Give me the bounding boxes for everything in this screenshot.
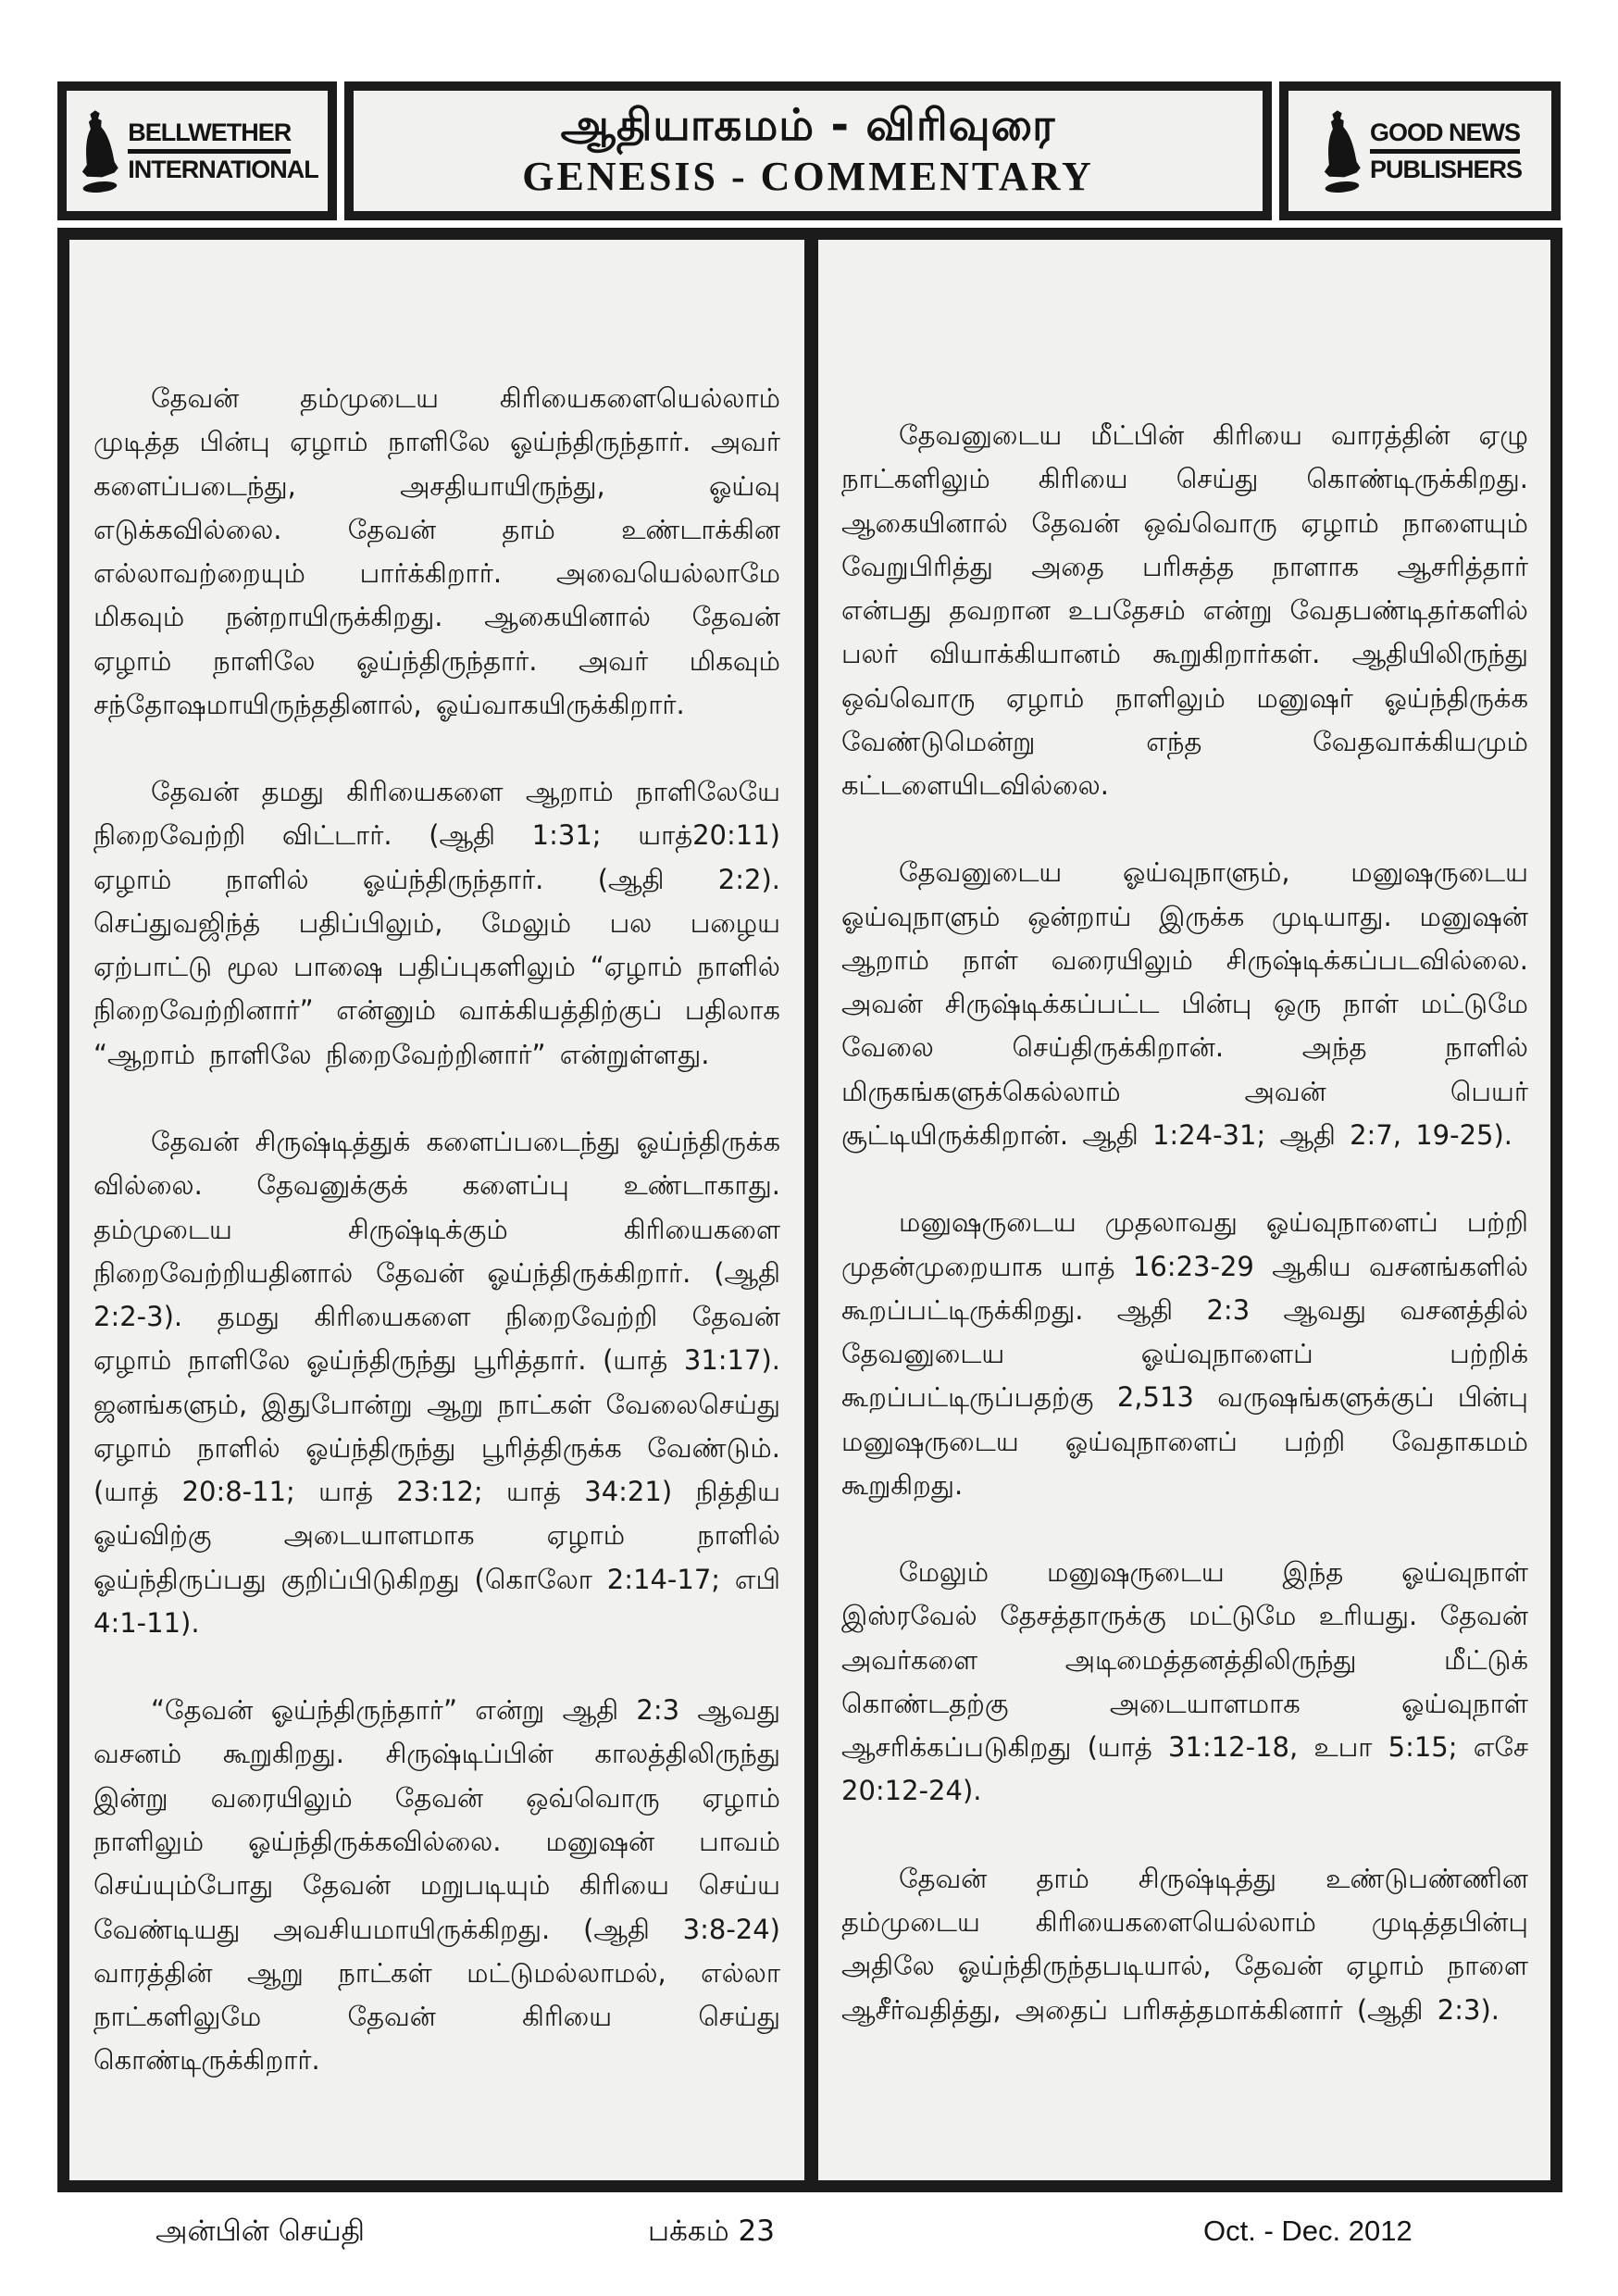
paragraph: தேவன் தம்முடைய கிரியைகளையெல்லாம் முடித்த பின்பு ஏழாம் நாளிலே ஓய்ந்திருந்தார். அவர் களைப்படைந்து, அசதியாயிருந்து, ஓய்வு எடுக்கவில்லை. தேவன் தாம் உண்டாக்கின எல்லாவற்றையும் பார்க்கிறார். அவையெல்லாமே மிகவும் நன்றாயிருக்கிறது. ஆகையினால் தேவன் ஏழாம் நாளிலே ஓய்ந்திருந்தார். அவர் மிகவும் சந்தோஷமாயிருந்ததினால், ஓய்வாகயிருக்கிறார். [93, 382, 780, 720]
goodnews-logo-box [1279, 81, 1561, 220]
goodnews-logo [1318, 108, 1522, 193]
page-number: பக்கம் 23 [648, 2215, 775, 2248]
english-title: GENESIS - COMMENTARY [522, 153, 1094, 199]
bellwether-logo-text [128, 119, 317, 182]
tamil-title: ஆதியாகமம் - விரிவுரை [560, 99, 1056, 151]
paragraph: தேவன் தாம் சிருஷ்டித்து உண்டுபண்ணின தம்முடைய கிரியைகளையெல்லாம் முடித்தபின்பு அதிலே ஓய்ந்திருந்தபடியால், தேவன் ஏழாம் நாளை ஆசீர்வதித்து, அதைப் பரிசுத்தமாக்கினார் (ஆதி 2:3). [841, 1862, 1528, 2026]
paragraph: தேவனுடைய ஓய்வுநாளும், மனுஷருடைய ஓய்வுநாளும் ஒன்றாய் இருக்க முடியாது. மனுஷன் ஆறாம் நாள் வரையிலும் சிருஷ்டிக்கப்படவில்லை. அவன் சிருஷ்டிக்கப்பட்ட பின்பு ஒரு நாள் மட்டுமே வேலை செய்திருக்கிறான். அந்த நாளில் மிருகங்களுக்கெல்லாம் அவன் பெயர் சூட்டியிருக்கிறான். ஆதி 1:24-31; ஆதி 2:7, 19-25). [841, 856, 1528, 1151]
left-column [93, 377, 780, 2083]
paragraph: மனுஷருடைய முதலாவது ஓய்வுநாளைப் பற்றி முதன்முறையாக யாத் 16:23-29 ஆகிய வசனங்களில் கூறப்பட்டிருக்கிறது. ஆதி 2:3 ஆவது வசனத்தில் தேவனுடைய ஓய்வுநாளைப் பற்றிக் கூறப்பட்டிருப்பதற்கு 2,513 வருஷங்களுக்குப் பின்பு மனுஷருடைய ஓய்வுநாளைப் பற்றி வேதாகமம் கூறுகிறது. [841, 1206, 1528, 1501]
logo-line2: INTERNATIONAL [128, 155, 318, 183]
paragraph: மேலும் மனுஷருடைய இந்த ஓய்வுநாள் இஸ்ரவேல் தேசத்தாருக்கு மட்டுமே உரியது. தேவன் அவர்களை அடிமைத்தனத்திலிருந்து மீட்டுக் கொண்டதற்கு அடையாளமாக ஓய்வுநாள் ஆசரிக்கப்படுகிறது (யாத் 31:12-18, உபா 5:15; எசே 20:12-24). [841, 1556, 1528, 1807]
paragraph: தேவனுடைய மீட்பின் கிரியை வாரத்தின் ஏழு நாட்களிலும் கிரியை செய்து கொண்டிருக்கிறது. ஆகையினால் தேவன் ஒவ்வொரு ஏழாம் நாளையும் வேறுபிரித்து அதை பரிசுத்த நாளாக ஆசரித்தார் என்பது தவறான உபதேசம் என்று வேதபண்டிதர்களில் பலர் வியாக்கியானம் கூறுகிறார்கள். ஆதியிலிருந்து ஒவ்வொரு ஏழாம் நாளிலும் மனுஷர் ஓய்ந்திருக்க வேண்டுமென்று எந்த வேதவாக்கியமும் கட்டளையிடவில்லை. [841, 419, 1528, 802]
column-divider [804, 240, 818, 2180]
bell-icon [1313, 106, 1364, 195]
bellwether-logo-box [57, 81, 337, 220]
paragraph: “தேவன் ஓய்ந்திருந்தார்” என்று ஆதி 2:3 ஆவது வசனம் கூறுகிறது. சிருஷ்டிப்பின் காலத்திலிருந்து இன்று வரையிலும் தேவன் ஒவ்வொரு ஏழாம் நாளிலும் ஓய்ந்திருக்கவில்லை. மனுஷன் பாவம் செய்யும்போது தேவன் மறுபடியும் கிரியை செய்ய வேண்டியது அவசியமாயிருக்கிறது. (ஆதி 3:8-24) வாரத்தின் ஆறு நாட்கள் மட்டுமல்லாமல், எல்லா நாட்களிலுமே தேவன் கிரியை செய்து கொண்டிருக்கிறார். [93, 1694, 780, 2077]
article-frame [57, 228, 1562, 2192]
paragraph: தேவன் சிருஷ்டித்துக் களைப்படைந்து ஓய்ந்திருக்க வில்லை. தேவனுக்குக் களைப்பு உண்டாகாது. தம்முடைய சிருஷ்டிக்கும் கிரியைகளை நிறைவேற்றியதினால் தேவன் ஓய்ந்திருக்கிறார். (ஆதி 2:2-3). தமது கிரியைகளை நிறைவேற்றி தேவன் ஏழாம் நாளிலே ஓய்ந்திருந்து பூரித்தார். (யாத் 31:17). ஜனங்களும், இதுபோன்று ஆறு நாட்கள் வேலைசெய்து ஏழாம் நாளில் ஓய்ந்திருந்து பூரித்திருக்க வேண்டும். (யாத் 20:8-11; யாத் 23:12; யாத் 34:21) நித்திய ஓய்விற்கு அடையாளமாக ஏழாம் நாளில் ஓய்ந்திருப்பது குறிப்பிடுகிறது (கொலோ 2:14-17; எபி 4:1-11). [93, 1125, 780, 1639]
issue-date: Oct. - Dec. 2012 [1203, 2215, 1413, 2247]
bellwether-logo [76, 108, 317, 193]
right-column [841, 414, 1528, 2032]
logo-line1: GOOD NEWS [1370, 119, 1520, 153]
paragraph: தேவன் தமது கிரியைகளை ஆறாம் நாளிலேயே நிறைவேற்றி விட்டார். (ஆதி 1:31; யாத்20:11) ஏழாம் நாளில் ஓய்ந்திருந்தார். (ஆதி 2:2). செப்துவஜிந்த் பதிப்பிலும், மேலும் பல பழைய ஏற்பாட்டு மூல பாஷை பதிப்புகளிலும் “ஏழாம் நாளில் நிறைவேற்றினார்” என்னும் வாக்கியத்திற்குப் பதிலாக “ஆறாம் நாளிலே நிறைவேற்றினார்” என்றுள்ளது. [93, 776, 780, 1070]
logo-line2: PUBLISHERS [1369, 155, 1523, 183]
goodnews-logo-text [1370, 119, 1522, 182]
logo-line1: BELLWETHER [128, 119, 291, 153]
masthead [344, 81, 1272, 220]
publication-name: அன்பின் செய்தி [156, 2215, 365, 2248]
bell-icon [72, 106, 123, 195]
